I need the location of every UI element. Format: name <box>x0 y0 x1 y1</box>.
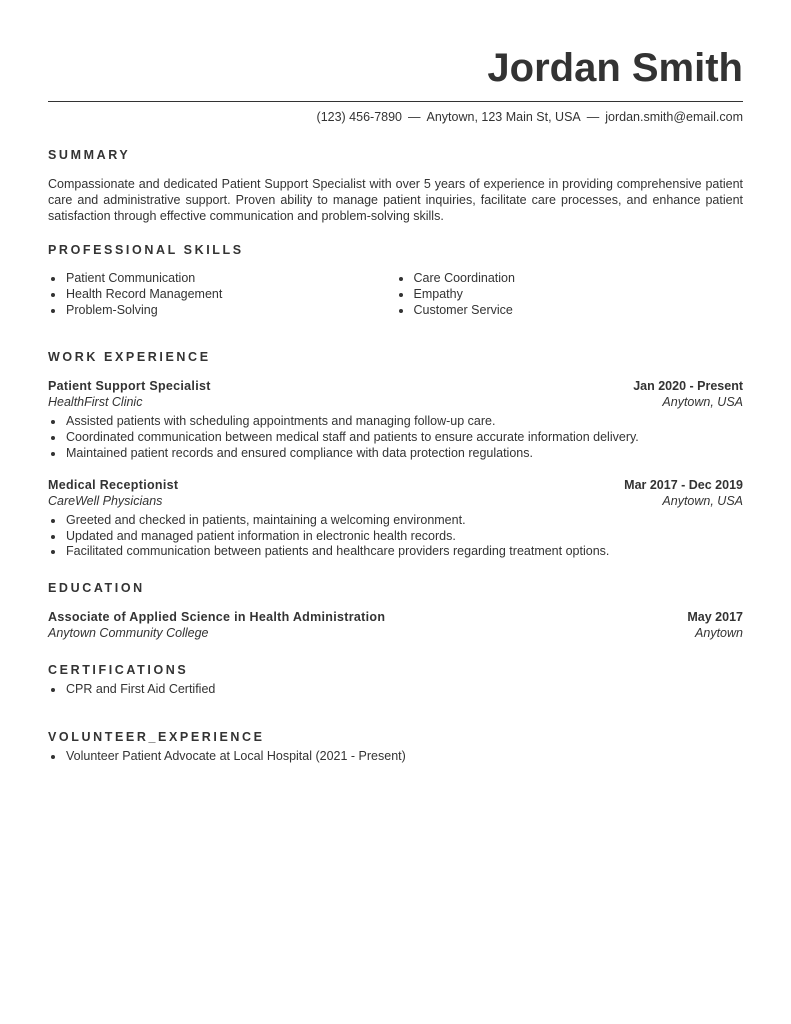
job-location: Anytown, USA <box>662 395 743 410</box>
volunteer-item: Volunteer Patient Advocate at Local Hospital (2021 - Present) <box>48 749 743 765</box>
job-position: Medical Receptionist <box>48 477 179 492</box>
job-company: CareWell Physicians <box>48 493 163 508</box>
job-entry <box>48 378 743 461</box>
volunteer-list <box>48 749 743 765</box>
job-dates: Jan 2020 - Present <box>633 379 743 394</box>
summary-section <box>48 147 743 224</box>
certifications-section <box>48 662 743 698</box>
work-section <box>48 349 743 560</box>
job-entry <box>48 477 743 560</box>
certification-item: CPR and First Aid Certified <box>48 682 743 698</box>
job-sub-row <box>48 493 743 509</box>
section-title-skills: PROFESSIONAL SKILLS <box>48 243 244 257</box>
skill-item: Patient Communication <box>48 271 396 287</box>
skill-item: Health Record Management <box>48 287 396 303</box>
volunteer-section <box>48 729 743 765</box>
job-bullet: Updated and managed patient information in electronic health records. <box>48 529 743 545</box>
section-title-volunteer: VOLUNTEER_EXPERIENCE <box>48 729 265 744</box>
job-dates: Mar 2017 - Dec 2019 <box>624 477 743 492</box>
job-location: Anytown, USA <box>662 493 743 508</box>
contact-line <box>48 109 743 125</box>
skills-column-left <box>48 271 396 318</box>
education-location: Anytown <box>695 626 743 641</box>
job-header-row <box>48 378 743 394</box>
skill-item: Problem-Solving <box>48 303 396 319</box>
contact-email: jordan.smith@email.com <box>605 110 743 124</box>
contact-phone: (123) 456-7890 <box>316 110 403 124</box>
job-bullet: Assisted patients with scheduling appointments and managing follow-up care. <box>48 414 743 430</box>
section-title-education: EDUCATION <box>48 581 145 596</box>
job-sub-row <box>48 394 743 410</box>
section-title-certifications: CERTIFICATIONS <box>48 663 189 678</box>
skills-columns <box>48 262 743 318</box>
skill-item: Empathy <box>396 287 744 303</box>
summary-text: Compassionate and dedicated Patient Support Specialist with over 5 years of experience in providing comprehensive patient care and administrative support. Proven ability to manage patient inquiries, facilitate care processes, and enhance patient satisfaction through effective communication and problem-solving skills. <box>48 177 743 223</box>
job-bullet: Maintained patient records and ensured compliance with data protection regulations. <box>48 446 743 462</box>
education-sub-row <box>48 625 743 641</box>
candidate-name: Jordan Smith <box>487 46 743 90</box>
skills-section <box>48 242 743 318</box>
section-title-summary: SUMMARY <box>48 148 131 162</box>
education-entry <box>48 609 743 641</box>
job-bullet: Facilitated communication between patients and healthcare providers regarding treatment options. <box>48 544 743 560</box>
education-school: Anytown Community College <box>48 626 209 641</box>
job-bullets <box>48 513 743 560</box>
education-date: May 2017 <box>687 610 743 625</box>
contact-address: Anytown, 123 Main St, USA <box>426 110 581 124</box>
skill-item: Customer Service <box>396 303 744 319</box>
certifications-list <box>48 682 743 698</box>
job-position: Patient Support Specialist <box>48 379 211 394</box>
skill-item: Care Coordination <box>396 271 744 287</box>
contact-separator: — <box>586 110 600 124</box>
education-header-row <box>48 609 743 625</box>
contact-separator: — <box>408 110 421 124</box>
job-bullet: Greeted and checked in patients, maintaining a welcoming environment. <box>48 513 743 529</box>
education-section <box>48 580 743 641</box>
job-bullet: Coordinated communication between medical staff and patients to ensure accurate information delivery. <box>48 430 743 446</box>
resume-header <box>48 0 743 125</box>
header-divider <box>48 101 743 102</box>
job-company: HealthFirst Clinic <box>48 395 143 410</box>
section-title-work: WORK EXPERIENCE <box>48 350 211 365</box>
job-header-row <box>48 477 743 493</box>
education-degree: Associate of Applied Science in Health Administration <box>48 610 386 625</box>
skills-column-right <box>396 271 744 318</box>
job-bullets <box>48 414 743 461</box>
